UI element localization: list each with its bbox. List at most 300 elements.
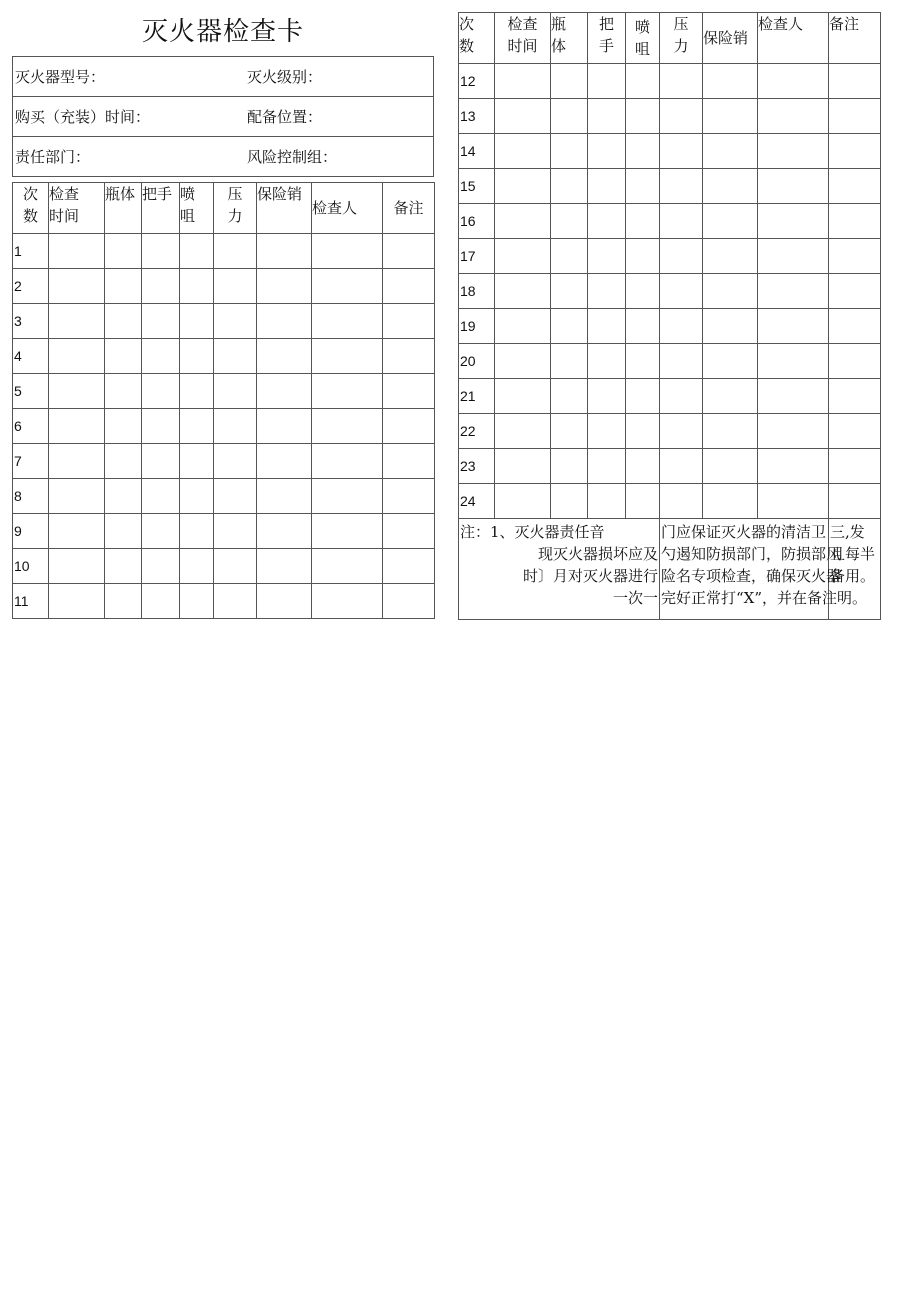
row-number: 18 <box>459 274 495 309</box>
row-number: 22 <box>459 414 495 449</box>
note-text: 勺遏知防损部门，防损部风 <box>661 545 842 563</box>
location-label: 配备位置： <box>247 108 323 126</box>
info-row-purchase <box>13 97 434 137</box>
entry-cell[interactable] <box>495 484 551 519</box>
entry-cell[interactable] <box>142 339 180 374</box>
header-text: 检查 <box>49 185 80 203</box>
header-text: 力 <box>227 207 243 225</box>
row-number: 2 <box>13 269 49 304</box>
entry-cell[interactable] <box>105 584 142 619</box>
entry-cell[interactable] <box>312 444 383 479</box>
table-row <box>459 99 881 134</box>
entry-cell[interactable] <box>312 514 383 549</box>
entry-cell[interactable] <box>703 204 758 239</box>
entry-cell[interactable] <box>257 409 312 444</box>
entry-cell[interactable] <box>214 479 257 514</box>
entry-cell[interactable] <box>180 444 214 479</box>
entry-cell[interactable] <box>626 134 660 169</box>
entry-cell[interactable] <box>588 379 626 414</box>
row-number: 20 <box>459 344 495 379</box>
entry-cell[interactable] <box>551 309 588 344</box>
row-number: 21 <box>459 379 495 414</box>
entry-cell[interactable] <box>626 484 660 519</box>
header-text: 检查人 <box>312 199 358 217</box>
header-text: 咀 <box>634 40 650 58</box>
row-number: 11 <box>13 584 49 619</box>
header-text: 数 <box>459 37 475 55</box>
header-row <box>13 183 435 234</box>
entry-cell[interactable] <box>142 409 180 444</box>
entry-cell[interactable] <box>257 444 312 479</box>
entry-cell[interactable] <box>495 309 551 344</box>
entry-cell[interactable] <box>758 414 829 449</box>
column-header <box>660 13 703 64</box>
note-text: 注：1、灭火器责任音 <box>460 523 605 541</box>
row-number: 14 <box>459 134 495 169</box>
entry-cell[interactable] <box>829 204 881 239</box>
entry-cell[interactable] <box>829 134 881 169</box>
entry-cell[interactable] <box>180 269 214 304</box>
header-text: 把手 <box>142 185 173 203</box>
entry-cell[interactable] <box>142 584 180 619</box>
inspection-table-left <box>12 182 435 619</box>
entry-cell[interactable] <box>588 99 626 134</box>
entry-cell[interactable] <box>105 304 142 339</box>
entry-cell[interactable] <box>257 584 312 619</box>
entry-cell[interactable] <box>829 309 881 344</box>
entry-cell[interactable] <box>105 444 142 479</box>
table-row <box>459 204 881 239</box>
note-text: 现灭火器损坏应及 <box>537 545 658 563</box>
entry-cell[interactable] <box>49 444 105 479</box>
column-header <box>13 183 49 234</box>
entry-cell[interactable] <box>312 374 383 409</box>
entry-cell[interactable] <box>588 204 626 239</box>
entry-cell[interactable] <box>383 549 435 584</box>
entry-cell[interactable] <box>105 549 142 584</box>
header-text: 时间 <box>507 37 538 55</box>
entry-cell[interactable] <box>829 414 881 449</box>
entry-cell[interactable] <box>703 239 758 274</box>
entry-cell[interactable] <box>105 374 142 409</box>
entry-cell[interactable] <box>703 64 758 99</box>
entry-cell[interactable] <box>49 409 105 444</box>
entry-cell[interactable] <box>312 479 383 514</box>
entry-cell[interactable] <box>829 484 881 519</box>
entry-cell[interactable] <box>383 444 435 479</box>
dept-label: 责任部门： <box>15 148 91 166</box>
entry-cell[interactable] <box>626 379 660 414</box>
entry-cell[interactable] <box>588 274 626 309</box>
note-text: 备用。 <box>830 567 876 585</box>
entry-cell[interactable] <box>257 269 312 304</box>
entry-cell[interactable] <box>758 239 829 274</box>
entry-cell[interactable] <box>257 339 312 374</box>
header-text: 次 <box>459 15 475 33</box>
entry-cell[interactable] <box>312 409 383 444</box>
entry-cell[interactable] <box>588 64 626 99</box>
entry-cell[interactable] <box>626 449 660 484</box>
entry-cell[interactable] <box>588 134 626 169</box>
entry-cell[interactable] <box>703 134 758 169</box>
row-number: 12 <box>459 64 495 99</box>
entry-cell[interactable] <box>257 304 312 339</box>
entry-cell[interactable] <box>49 304 105 339</box>
entry-cell[interactable] <box>703 484 758 519</box>
entry-cell[interactable] <box>551 204 588 239</box>
entry-cell[interactable] <box>551 449 588 484</box>
entry-cell[interactable] <box>180 374 214 409</box>
entry-cell[interactable] <box>142 374 180 409</box>
header-text: 咀 <box>180 207 196 225</box>
column-header <box>459 13 495 64</box>
entry-cell[interactable] <box>758 379 829 414</box>
table-row <box>459 414 881 449</box>
entry-cell[interactable] <box>214 444 257 479</box>
entry-cell[interactable] <box>495 134 551 169</box>
entry-cell[interactable] <box>703 414 758 449</box>
note-text: 门应保证灭火器的清洁卫 <box>661 523 827 541</box>
entry-cell[interactable] <box>626 274 660 309</box>
column-header <box>495 13 551 64</box>
entry-cell[interactable] <box>180 514 214 549</box>
entry-cell[interactable] <box>758 309 829 344</box>
row-number: 9 <box>13 514 49 549</box>
column-header <box>312 183 383 234</box>
entry-cell[interactable] <box>758 204 829 239</box>
entry-cell[interactable] <box>626 204 660 239</box>
column-header <box>626 13 660 64</box>
column-header <box>142 183 180 234</box>
entry-cell[interactable] <box>105 269 142 304</box>
table-row <box>459 64 881 99</box>
column-header <box>829 13 881 64</box>
table-row <box>13 409 435 444</box>
column-header <box>383 183 435 234</box>
entry-cell[interactable] <box>758 449 829 484</box>
entry-cell[interactable] <box>703 449 758 484</box>
entry-cell[interactable] <box>142 234 180 269</box>
entry-cell[interactable] <box>588 239 626 274</box>
entry-cell[interactable] <box>758 344 829 379</box>
entry-cell[interactable] <box>180 584 214 619</box>
entry-cell[interactable] <box>142 514 180 549</box>
entry-cell[interactable] <box>257 374 312 409</box>
entry-cell[interactable] <box>660 449 703 484</box>
table-row <box>13 479 435 514</box>
level-label: 灭火级别： <box>247 68 323 86</box>
entry-cell[interactable] <box>180 479 214 514</box>
entry-cell[interactable] <box>383 584 435 619</box>
table-row <box>13 234 435 269</box>
entry-cell[interactable] <box>660 274 703 309</box>
entry-cell[interactable] <box>180 409 214 444</box>
table-row <box>13 304 435 339</box>
entry-cell[interactable] <box>495 414 551 449</box>
entry-cell[interactable] <box>626 99 660 134</box>
entry-cell[interactable] <box>626 344 660 379</box>
entry-cell[interactable] <box>214 339 257 374</box>
entry-cell[interactable] <box>383 304 435 339</box>
entry-cell[interactable] <box>758 99 829 134</box>
entry-cell[interactable] <box>214 374 257 409</box>
entry-cell[interactable] <box>703 344 758 379</box>
header-text: 保险销 <box>703 29 749 47</box>
header-text: 时间 <box>49 207 80 225</box>
entry-cell[interactable] <box>495 449 551 484</box>
info-table <box>12 56 434 177</box>
entry-cell[interactable] <box>660 64 703 99</box>
column-header <box>105 183 142 234</box>
group-label: 风险控制组： <box>247 148 338 166</box>
row-number: 1 <box>13 234 49 269</box>
entry-cell[interactable] <box>551 169 588 204</box>
entry-cell[interactable] <box>758 64 829 99</box>
entry-cell[interactable] <box>142 304 180 339</box>
entry-cell[interactable] <box>660 204 703 239</box>
row-number: 7 <box>13 444 49 479</box>
entry-cell[interactable] <box>758 169 829 204</box>
header-text: 检查人 <box>758 15 804 33</box>
column-header <box>49 183 105 234</box>
entry-cell[interactable] <box>312 269 383 304</box>
entry-cell[interactable] <box>660 239 703 274</box>
entry-cell[interactable] <box>180 304 214 339</box>
entry-cell[interactable] <box>214 304 257 339</box>
entry-cell[interactable] <box>660 169 703 204</box>
entry-cell[interactable] <box>495 204 551 239</box>
header-text: 喷 <box>180 185 196 203</box>
entry-cell[interactable] <box>49 339 105 374</box>
entry-cell[interactable] <box>588 449 626 484</box>
header-text: 体 <box>551 37 567 55</box>
row-number: 3 <box>13 304 49 339</box>
header-text: 瓶 <box>551 15 567 33</box>
entry-cell[interactable] <box>383 374 435 409</box>
column-header <box>214 183 257 234</box>
entry-cell[interactable] <box>105 514 142 549</box>
entry-cell[interactable] <box>257 234 312 269</box>
entry-cell[interactable] <box>829 379 881 414</box>
entry-cell[interactable] <box>626 169 660 204</box>
entry-cell[interactable] <box>383 514 435 549</box>
table-row <box>13 584 435 619</box>
table-row <box>459 484 881 519</box>
entry-cell[interactable] <box>49 479 105 514</box>
entry-cell[interactable] <box>142 479 180 514</box>
note-text: 三,发 <box>830 523 865 541</box>
entry-cell[interactable] <box>829 344 881 379</box>
entry-cell[interactable] <box>829 64 881 99</box>
entry-cell[interactable] <box>495 344 551 379</box>
entry-cell[interactable] <box>180 549 214 584</box>
entry-cell[interactable] <box>180 339 214 374</box>
row-number: 13 <box>459 99 495 134</box>
entry-cell[interactable] <box>551 379 588 414</box>
entry-cell[interactable] <box>758 134 829 169</box>
table-row <box>13 374 435 409</box>
entry-cell[interactable] <box>214 514 257 549</box>
header-text: 保险销 <box>257 185 303 203</box>
row-number: 19 <box>459 309 495 344</box>
table-row <box>13 514 435 549</box>
entry-cell[interactable] <box>551 99 588 134</box>
entry-cell[interactable] <box>551 484 588 519</box>
entry-cell[interactable] <box>660 134 703 169</box>
note-text: 且每半 <box>830 545 876 563</box>
info-row-model <box>13 57 434 97</box>
entry-cell[interactable] <box>829 169 881 204</box>
entry-cell[interactable] <box>49 549 105 584</box>
entry-cell[interactable] <box>829 239 881 274</box>
column-header <box>180 183 214 234</box>
entry-cell[interactable] <box>49 234 105 269</box>
entry-cell[interactable] <box>214 584 257 619</box>
entry-cell[interactable] <box>142 549 180 584</box>
table-row <box>459 309 881 344</box>
entry-cell[interactable] <box>495 239 551 274</box>
entry-cell[interactable] <box>551 274 588 309</box>
header-text: 数 <box>22 207 38 225</box>
entry-cell[interactable] <box>588 414 626 449</box>
entry-cell[interactable] <box>142 444 180 479</box>
entry-cell[interactable] <box>703 274 758 309</box>
info-row-dept <box>13 137 434 177</box>
table-row <box>459 134 881 169</box>
entry-cell[interactable] <box>312 339 383 374</box>
model-label: 灭火器型号： <box>15 68 106 86</box>
header-text: 检查 <box>507 15 538 33</box>
entry-cell[interactable] <box>588 169 626 204</box>
entry-cell[interactable] <box>312 549 383 584</box>
row-number: 16 <box>459 204 495 239</box>
row-number: 4 <box>13 339 49 374</box>
entry-cell[interactable] <box>495 379 551 414</box>
entry-cell[interactable] <box>214 234 257 269</box>
entry-cell[interactable] <box>105 409 142 444</box>
entry-cell[interactable] <box>758 274 829 309</box>
header-row <box>459 13 881 64</box>
entry-cell[interactable] <box>551 64 588 99</box>
row-number: 23 <box>459 449 495 484</box>
entry-cell[interactable] <box>703 99 758 134</box>
column-header <box>257 183 312 234</box>
entry-cell[interactable] <box>312 234 383 269</box>
entry-cell[interactable] <box>312 304 383 339</box>
column-header <box>588 13 626 64</box>
row-number: 6 <box>13 409 49 444</box>
entry-cell[interactable] <box>660 344 703 379</box>
entry-cell[interactable] <box>551 344 588 379</box>
note-text: 时〕月对灭火器进行 <box>522 567 658 585</box>
entry-cell[interactable] <box>180 234 214 269</box>
table-row <box>459 344 881 379</box>
entry-cell[interactable] <box>257 549 312 584</box>
header-text: 压 <box>673 15 689 33</box>
entry-cell[interactable] <box>495 64 551 99</box>
entry-cell[interactable] <box>105 479 142 514</box>
entry-cell[interactable] <box>142 269 180 304</box>
entry-cell[interactable] <box>626 239 660 274</box>
entry-cell[interactable] <box>703 379 758 414</box>
note-row <box>459 519 881 620</box>
entry-cell[interactable] <box>312 584 383 619</box>
entry-cell[interactable] <box>495 274 551 309</box>
entry-cell[interactable] <box>551 414 588 449</box>
column-header <box>758 13 829 64</box>
entry-cell[interactable] <box>495 169 551 204</box>
entry-cell[interactable] <box>383 269 435 304</box>
entry-cell[interactable] <box>588 344 626 379</box>
entry-cell[interactable] <box>257 514 312 549</box>
entry-cell[interactable] <box>626 64 660 99</box>
row-number: 10 <box>13 549 49 584</box>
note-text: 险名专项检查，确保灭火器 <box>661 567 842 585</box>
entry-cell[interactable] <box>758 484 829 519</box>
entry-cell[interactable] <box>703 169 758 204</box>
table-row <box>13 549 435 584</box>
table-row <box>459 274 881 309</box>
entry-cell[interactable] <box>49 374 105 409</box>
entry-cell[interactable] <box>588 309 626 344</box>
entry-cell[interactable] <box>383 339 435 374</box>
column-header <box>703 13 758 64</box>
note-text: 一次一 <box>612 589 658 607</box>
table-row <box>459 239 881 274</box>
entry-cell[interactable] <box>257 479 312 514</box>
entry-cell[interactable] <box>660 484 703 519</box>
entry-cell[interactable] <box>49 584 105 619</box>
entry-cell[interactable] <box>551 239 588 274</box>
header-text: 喷 <box>634 18 650 36</box>
header-text: 力 <box>673 37 689 55</box>
entry-cell[interactable] <box>214 549 257 584</box>
entry-cell[interactable] <box>214 269 257 304</box>
row-number: 5 <box>13 374 49 409</box>
column-header <box>551 13 588 64</box>
entry-cell[interactable] <box>49 514 105 549</box>
header-text: 次 <box>22 185 38 203</box>
header-text: 备注 <box>393 199 424 217</box>
entry-cell[interactable] <box>660 379 703 414</box>
entry-cell[interactable] <box>626 414 660 449</box>
table-row <box>459 169 881 204</box>
entry-cell[interactable] <box>660 414 703 449</box>
entry-cell[interactable] <box>551 134 588 169</box>
entry-cell[interactable] <box>383 234 435 269</box>
entry-cell[interactable] <box>660 99 703 134</box>
entry-cell[interactable] <box>495 99 551 134</box>
entry-cell[interactable] <box>383 479 435 514</box>
entry-cell[interactable] <box>588 484 626 519</box>
entry-cell[interactable] <box>703 309 758 344</box>
note-cell <box>459 519 660 620</box>
purchase-label: 购买（充装）时间： <box>15 108 151 126</box>
entry-cell[interactable] <box>105 234 142 269</box>
entry-cell[interactable] <box>383 409 435 444</box>
header-text: 手 <box>598 37 614 55</box>
entry-cell[interactable] <box>829 274 881 309</box>
entry-cell[interactable] <box>214 409 257 444</box>
entry-cell[interactable] <box>829 99 881 134</box>
entry-cell[interactable] <box>49 269 105 304</box>
entry-cell[interactable] <box>829 449 881 484</box>
row-number: 24 <box>459 484 495 519</box>
entry-cell[interactable] <box>105 339 142 374</box>
header-text: 瓶体 <box>105 185 136 203</box>
entry-cell[interactable] <box>660 309 703 344</box>
entry-cell[interactable] <box>626 309 660 344</box>
